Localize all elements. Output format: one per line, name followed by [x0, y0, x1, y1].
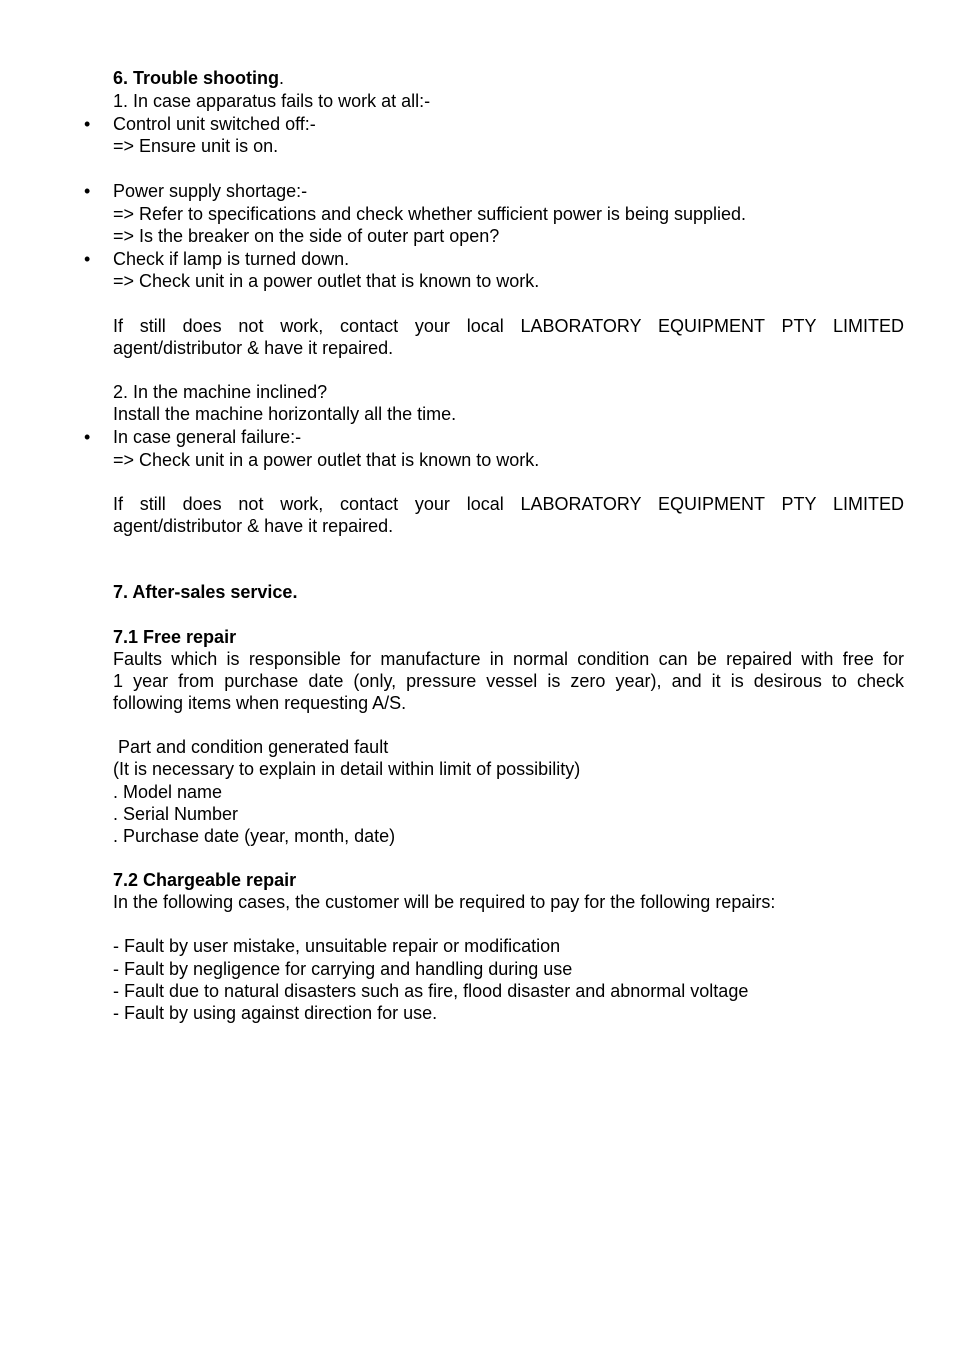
bullet-4-title: In case general failure:-	[113, 427, 302, 447]
bullet-2-title: Power supply shortage:-	[113, 181, 308, 201]
free-repair-heading: 7.1 Free repair	[113, 627, 237, 647]
contact-2-line-2: agent/distributor & have it repaired.	[113, 516, 394, 536]
chargeable-repair-heading: 7.2 Chargeable repair	[113, 870, 297, 890]
free-repair-line-2: 1 year from purchase date (only, pressure vessel is zero year), and it is desirous to check	[113, 671, 904, 691]
bullet-4-line-1: => Check unit in a power outlet that is known to work.	[113, 450, 540, 470]
item-2-title: 2. In the machine inclined?	[113, 382, 328, 402]
check-item: . Serial Number	[113, 804, 239, 824]
item-2-line-1: Install the machine horizontally all the time.	[113, 404, 457, 424]
section-7-heading: 7. After-sales service.	[113, 582, 298, 602]
contact-1-line-1: If still does not work, contact your local LABORATORY EQUIPMENT PTY LIMITED	[113, 316, 904, 336]
bullet-1-title: Control unit switched off:-	[113, 114, 316, 134]
contact-1-line-2: agent/distributor & have it repaired.	[113, 338, 394, 358]
bullet-1: •	[84, 114, 91, 134]
section-6-heading-period: .	[279, 68, 285, 88]
contact-2-line-1: If still does not work, contact your local LABORATORY EQUIPMENT PTY LIMITED	[113, 494, 904, 514]
item-1-title: 1. In case apparatus fails to work at all:-	[113, 91, 431, 111]
section-6-heading-text: 6. Trouble shooting	[113, 68, 279, 88]
check-item: Part and condition generated fault	[113, 737, 389, 757]
chargeable-item: - Fault by using against direction for use.	[113, 1003, 438, 1023]
chargeable-item: - Fault due to natural disasters such as fire, flood disaster and abnormal voltage	[113, 981, 749, 1001]
check-item: (It is necessary to explain in detail within limit of possibility)	[113, 759, 581, 779]
bullet-1-line-1: => Ensure unit is on.	[113, 136, 279, 156]
bullet-4: •	[84, 427, 91, 447]
bullet-2-line-2: => Is the breaker on the side of outer part open?	[113, 226, 500, 246]
free-repair-line-3: following items when requesting A/S.	[113, 693, 407, 713]
chargeable-item: - Fault by negligence for carrying and handling during use	[113, 959, 573, 979]
bullet-3-line-1: => Check unit in a power outlet that is known to work.	[113, 271, 540, 291]
section-6-heading	[113, 67, 904, 89]
free-repair-line-1: Faults which is responsible for manufacture in normal condition can be repaired with free for	[113, 649, 904, 669]
bullet-3-title: Check if lamp is turned down.	[113, 249, 350, 269]
check-item: . Purchase date (year, month, date)	[113, 826, 396, 846]
check-item: . Model name	[113, 782, 223, 802]
chargeable-item: - Fault by user mistake, unsuitable repair or modification	[113, 936, 561, 956]
bullet-2-line-1: => Refer to specifications and check whether sufficient power is being supplied.	[113, 204, 747, 224]
bullet-3: •	[84, 249, 91, 269]
chargeable-repair-intro: In the following cases, the customer will be required to pay for the following repairs:	[113, 892, 776, 912]
bullet-2: •	[84, 181, 91, 201]
